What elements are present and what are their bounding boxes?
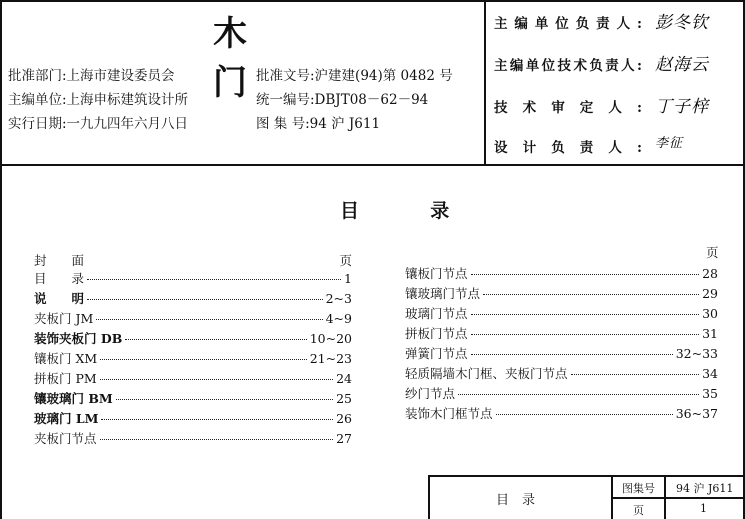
toc-page: 1 bbox=[344, 271, 352, 286]
editor-unit: 主编单位:上海申标建筑设计所 bbox=[8, 92, 189, 108]
toc-page: 2~3 bbox=[325, 291, 352, 306]
toc-label: 拼板门节点 bbox=[405, 326, 468, 341]
toc-page: 29 bbox=[702, 286, 718, 301]
title-block-top bbox=[428, 475, 745, 477]
toc-leader bbox=[471, 274, 700, 275]
toc-entry bbox=[405, 364, 718, 380]
title-block-atlas-value: 94 沪 J611 bbox=[676, 482, 734, 495]
title-block-name: 目 录 bbox=[496, 493, 536, 508]
signatory-row-4 bbox=[494, 136, 642, 156]
page-title: 木 门 bbox=[213, 14, 287, 103]
toc-leader bbox=[100, 379, 333, 380]
toc-page: 35 bbox=[702, 386, 718, 401]
title-block-left bbox=[428, 475, 430, 519]
signature-2: 赵海云 bbox=[655, 55, 709, 75]
toc-leader bbox=[87, 279, 341, 280]
toc-leader bbox=[471, 314, 700, 315]
title-block-page-value: 1 bbox=[700, 502, 707, 515]
signatory-role: 主编单位负责人: bbox=[494, 16, 642, 32]
toc-label: 封 面 bbox=[34, 253, 85, 268]
toc-entry bbox=[405, 384, 718, 400]
toc-label: 玻璃门节点 bbox=[405, 306, 468, 321]
toc-entry bbox=[405, 344, 718, 360]
atlas-number: 图 集 号:94 沪 J611 bbox=[256, 116, 381, 132]
toc-page: 页 bbox=[339, 253, 352, 268]
signature-3: 丁子梓 bbox=[655, 97, 709, 117]
toc-leader bbox=[100, 359, 307, 360]
header-divider bbox=[484, 0, 486, 165]
toc-entry bbox=[34, 309, 352, 325]
toc-entry bbox=[34, 269, 352, 285]
toc-entry bbox=[34, 369, 352, 385]
toc-page: 34 bbox=[702, 366, 718, 381]
toc-leader bbox=[116, 399, 333, 400]
toc-label: 目 录 bbox=[34, 271, 85, 286]
toc-page: 10~20 bbox=[309, 331, 352, 346]
toc-label: 弹簧门节点 bbox=[405, 346, 468, 361]
toc-leader bbox=[483, 294, 699, 295]
toc-entry bbox=[34, 329, 352, 345]
frame-top bbox=[0, 0, 745, 2]
toc-entry bbox=[34, 429, 352, 445]
toc-label: 镶板门节点 bbox=[405, 266, 468, 281]
toc-leader bbox=[471, 354, 673, 355]
toc-page: 28 bbox=[702, 266, 718, 281]
toc-leader bbox=[571, 374, 700, 375]
toc-label: 纱门节点 bbox=[405, 386, 456, 401]
toc-leader bbox=[458, 394, 699, 395]
toc-label: 说 明 bbox=[34, 291, 85, 306]
title-block-atlas-label: 图集号 bbox=[622, 482, 655, 495]
toc-leader bbox=[96, 319, 322, 320]
toc-label: 镶玻璃门节点 bbox=[405, 286, 481, 301]
title-block-row bbox=[611, 497, 745, 499]
toc-leader bbox=[125, 339, 306, 340]
toc-page: 32~33 bbox=[675, 346, 718, 361]
toc-leader bbox=[87, 299, 323, 300]
toc-label: 镶玻璃门 BM bbox=[34, 391, 113, 406]
frame-header-bottom bbox=[0, 164, 745, 166]
page-column-label: 页 bbox=[706, 245, 719, 260]
toc-label: 玻璃门 LM bbox=[34, 411, 99, 426]
toc-title bbox=[340, 196, 449, 223]
unified-number: 统一编号:DBJT08－62－94 bbox=[256, 92, 429, 108]
toc-entry bbox=[34, 289, 352, 305]
toc-leader bbox=[100, 439, 334, 440]
toc-entry bbox=[405, 404, 718, 420]
toc-label: 装饰夹板门 DB bbox=[34, 331, 123, 346]
frame-left bbox=[0, 0, 2, 519]
toc-page: 25 bbox=[336, 391, 352, 406]
toc-leader bbox=[471, 334, 700, 335]
toc-page: 30 bbox=[702, 306, 718, 321]
toc-entry bbox=[34, 251, 352, 267]
toc-entry bbox=[405, 304, 718, 320]
signature-1: 彭冬钦 bbox=[655, 13, 709, 33]
toc-page: 24 bbox=[336, 371, 352, 386]
toc-page: 26 bbox=[336, 411, 352, 426]
approval-number: 批准文号:沪建建(94)第 0482 号 bbox=[256, 68, 453, 84]
toc-page: 4~9 bbox=[325, 311, 352, 326]
signatory-row-1 bbox=[494, 12, 642, 32]
toc-title-char: 目 bbox=[340, 200, 360, 222]
effective-date: 实行日期:一九九四年六月八日 bbox=[8, 116, 189, 132]
toc-title-char: 录 bbox=[430, 200, 450, 222]
toc-label: 拼板门 PM bbox=[34, 371, 97, 386]
toc-leader bbox=[101, 419, 333, 420]
toc-page: 21~23 bbox=[309, 351, 352, 366]
toc-entry bbox=[405, 264, 718, 280]
signatory-row-2 bbox=[494, 54, 642, 74]
toc-label: 夹板门节点 bbox=[34, 431, 97, 446]
toc-page: 36~37 bbox=[675, 406, 718, 421]
toc-entry bbox=[34, 389, 352, 405]
toc-leader bbox=[496, 414, 673, 415]
toc-entry bbox=[34, 409, 352, 425]
signatory-row-3 bbox=[494, 96, 642, 116]
toc-page: 31 bbox=[702, 326, 718, 341]
toc-page: 27 bbox=[336, 431, 352, 446]
signatory-role: 主编单位技术负责人: bbox=[494, 58, 642, 74]
toc-label: 轻质隔墙木门框、夹板门节点 bbox=[405, 366, 568, 381]
signatory-role: 技术审定人: bbox=[494, 100, 642, 116]
toc-entry bbox=[34, 349, 352, 365]
approval-dept: 批准部门:上海市建设委员会 bbox=[8, 68, 175, 84]
toc-entry bbox=[405, 284, 718, 300]
toc-label: 装饰木门框节点 bbox=[405, 406, 493, 421]
toc-label: 镶板门 XM bbox=[34, 351, 98, 366]
toc-label: 夹板门 JM bbox=[34, 311, 94, 326]
signature-4: 李征 bbox=[655, 136, 684, 151]
toc-entry bbox=[405, 324, 718, 340]
title-block-page-label: 页 bbox=[633, 504, 644, 517]
signatory-role: 设计负责人: bbox=[494, 140, 642, 156]
